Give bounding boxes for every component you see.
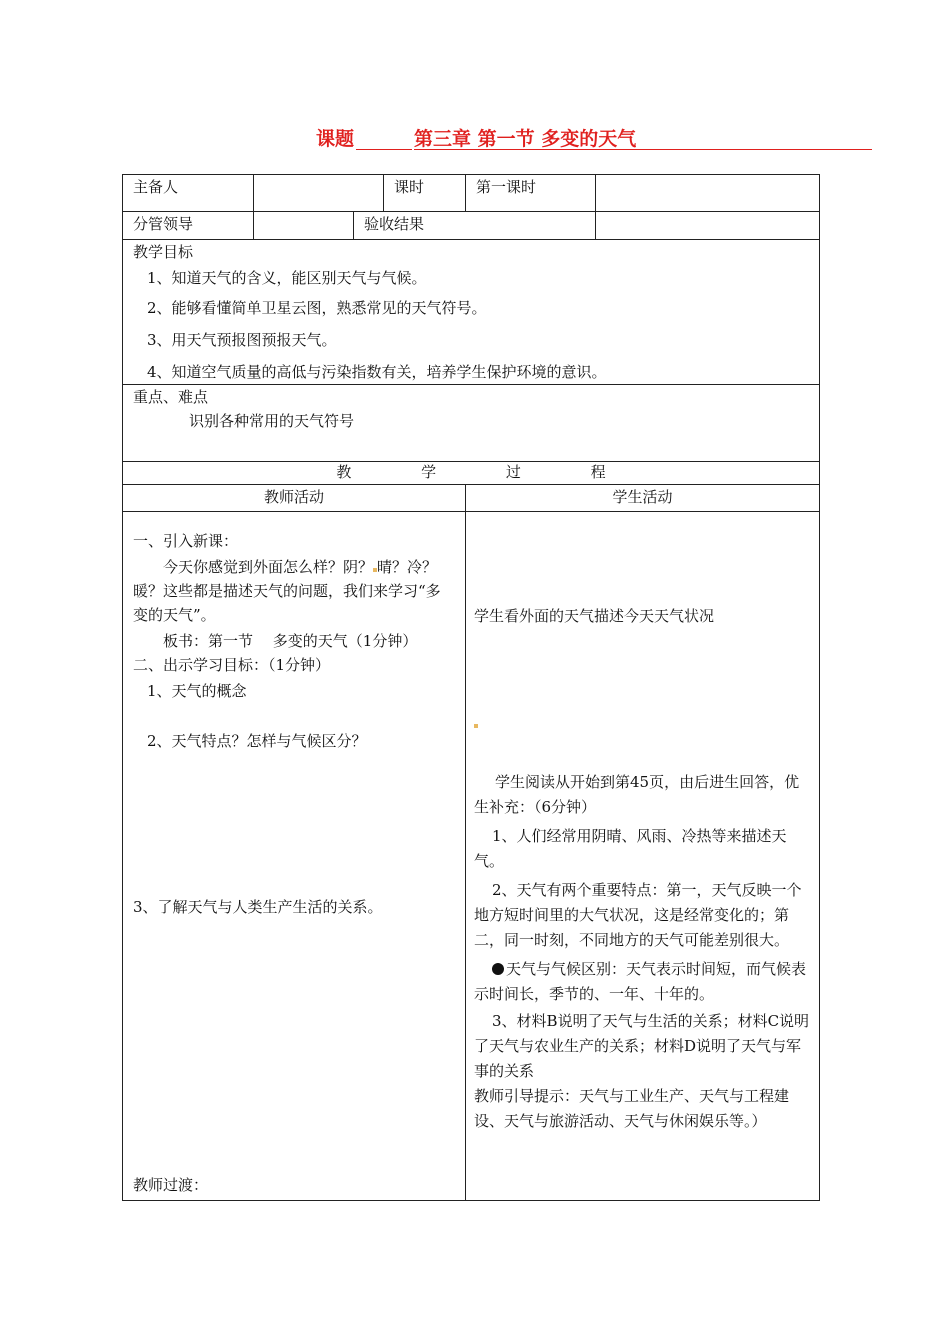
intro-text (133, 555, 455, 627)
preparer-label: 主备人 (123, 175, 254, 212)
intro-text-2: 晴？冷？暖？这些都是描述天气的问题，我们来学习“多变的天气”。 (133, 558, 441, 624)
student-read: 学生阅读从开始到第45页，由后进生回答，优生补充：（6分钟） (474, 773, 800, 816)
goal-item: 1、知道天气的含义，能区别天气与气候。 (147, 269, 427, 287)
key-points-row (123, 385, 820, 462)
student-point-3 (474, 957, 811, 1007)
board-text: 板书：第一节 多变的天气（1分钟） (163, 632, 418, 650)
acceptance-value (596, 212, 820, 240)
goal-item: 3、用天气预报图预报天气。 (147, 331, 337, 349)
title-underline-long (414, 149, 872, 150)
process-char: 程 (590, 463, 606, 481)
goals-announce: 二、出示学习目标：（1分钟） (133, 656, 331, 674)
title-underline-short (356, 149, 412, 150)
title-label: 课题 (316, 128, 355, 150)
intro-text-1: 今天你感觉到外面怎么样？阴？ (163, 558, 374, 576)
teacher-transition: 教师过渡： (133, 1176, 209, 1194)
teacher-activity-cell (123, 512, 466, 1201)
preparer-value (254, 175, 384, 212)
empty-cell (596, 175, 820, 212)
goals-cell (123, 240, 820, 385)
lesson-plan-table (122, 174, 820, 1201)
student-observe: 学生看外面的天气描述今天天气状况 (474, 607, 715, 625)
key-points-heading: 重点、难点 (133, 388, 209, 406)
student-point-2: 2、天气有两个重要特点：第一，天气反映一个地方短时间里的大气状况，这是经常变化的；第二，同一时刻，不同地方的天气可能差别很大。 (474, 881, 802, 949)
process-char: 学 (421, 463, 437, 481)
leader-label: 分管领导 (123, 212, 254, 240)
marker-dot (474, 724, 478, 728)
bullet-icon (492, 963, 504, 975)
title-text: 第三章 第一节 多变的天气 (414, 128, 637, 150)
period-label: 课时 (384, 175, 466, 212)
teacher-goal-1: 1、天气的概念 (147, 682, 247, 700)
marker-row (474, 721, 811, 728)
process-char: 过 (505, 463, 521, 481)
teacher-goal-3: 3、了解天气与人类生产生活的关系。 (133, 898, 383, 916)
key-points-cell (123, 385, 820, 462)
activity-row (123, 512, 820, 1201)
key-points-text: 识别各种常用的天气符号 (189, 412, 355, 430)
student-point-1: 1、人们经常用阴晴、风雨、冷热等来描述天气。 (474, 827, 787, 870)
student-point-3-text: 天气与气候区别：天气表示时间短，而气候表示时间长，季节的、一年、十年的。 (474, 960, 807, 1003)
process-heading (123, 462, 820, 485)
goals-row (123, 240, 820, 385)
goal-item: 2、能够看懂简单卫星云图，熟悉常见的天气符号。 (147, 299, 487, 317)
teacher-goal-2: 2、天气特点？怎样与气候区分？ (147, 732, 367, 750)
header-row-2 (123, 212, 820, 240)
process-heading-row (123, 462, 820, 485)
teacher-heading: 教师活动 (123, 485, 466, 512)
goal-item: 4、知道空气质量的高低与污染指数有关，培养学生保护环境的意识。 (147, 363, 607, 381)
acceptance-label: 验收结果 (354, 212, 596, 240)
lesson-title (0, 122, 950, 152)
header-row-1 (123, 175, 820, 212)
leader-value (254, 212, 354, 240)
student-activity-cell (466, 512, 820, 1201)
activity-heading-row (123, 485, 820, 512)
student-point-4: 3、材料B说明了天气与生活的关系；材料C说明了天气与农业生产的关系；材料D说明了天气与军事的关系 (474, 1012, 810, 1080)
process-char: 教 (336, 463, 352, 481)
period-value: 第一课时 (466, 175, 596, 212)
intro-heading: 一、引入新课： (133, 532, 239, 550)
student-heading: 学生活动 (466, 485, 820, 512)
goals-heading: 教学目标 (133, 243, 194, 261)
student-point-5: 教师引导提示：天气与工业生产、天气与工程建设、天气与旅游活动、天气与休闲娱乐等。） (474, 1087, 790, 1130)
